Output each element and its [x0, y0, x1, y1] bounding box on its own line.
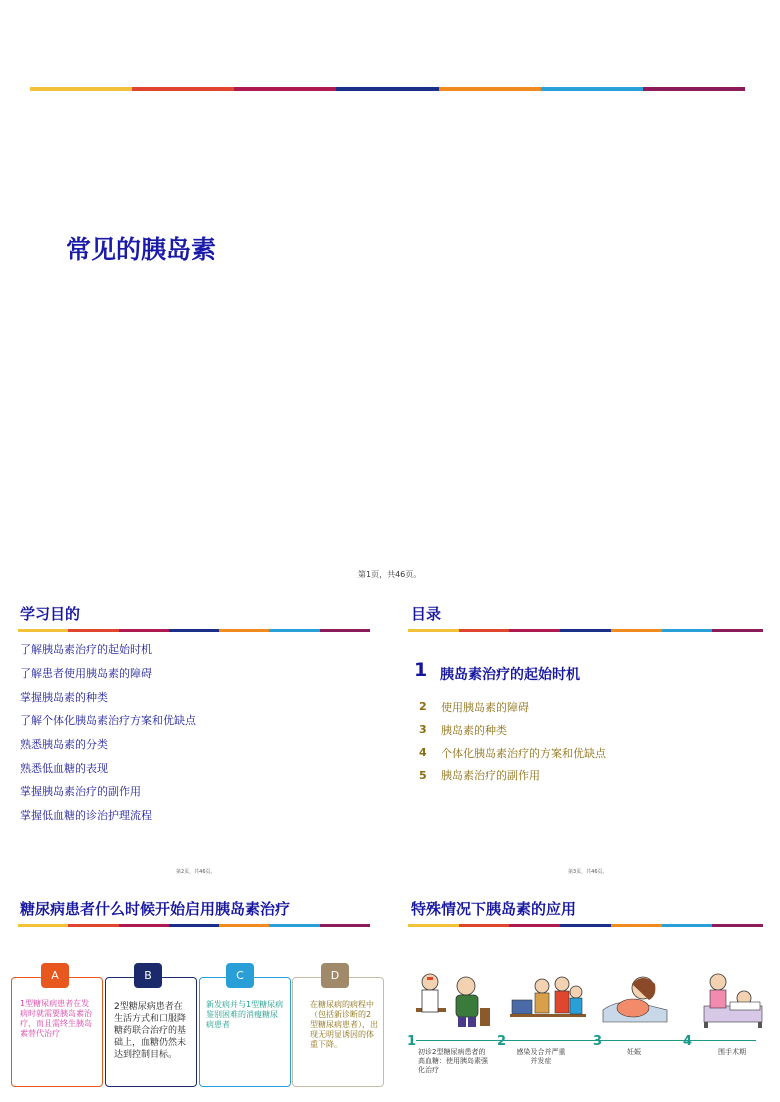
- pregnancy-illustration: [599, 970, 671, 1028]
- objective-item: 了解个体化胰岛素治疗方案和优缺点: [20, 714, 196, 727]
- step-number: 2: [497, 1034, 507, 1049]
- objective-item: 了解患者使用胰岛素的障碍: [20, 667, 152, 680]
- toc-title: 目录: [411, 605, 442, 623]
- objective-item: 了解胰岛素治疗的起始时机: [20, 643, 152, 656]
- card-c: [199, 977, 291, 1087]
- toc-color-bar: [408, 629, 763, 632]
- step-number: 1: [407, 1034, 417, 1049]
- steps-line: [416, 1040, 756, 1041]
- step-text: 围手术期: [718, 1048, 746, 1056]
- card-b-text: 2型糖尿病患者在生活方式和口服降糖药联合治疗的基础上，血糖仍然未达到控制目标。: [114, 1002, 187, 1060]
- toc-main-text: 胰岛素治疗的起始时机: [440, 667, 580, 683]
- top-color-bar: [30, 87, 745, 91]
- slide4-color-bar: [18, 924, 370, 927]
- toc-main-number: 1: [414, 659, 428, 681]
- surgery-illustration: [700, 968, 766, 1030]
- objectives-color-bar: [18, 629, 370, 632]
- doctor-patient-illustration: [414, 968, 494, 1030]
- step-number: 4: [683, 1034, 693, 1049]
- card-c-text: 新发病并与1型糖尿病鉴别困难的消瘦糖尿病患者: [206, 1000, 284, 1029]
- page-title: 常见的胰岛素: [66, 235, 217, 264]
- toc-item: 胰岛素的种类: [441, 724, 507, 737]
- objective-item: 掌握低血糖的诊治护理流程: [20, 809, 152, 822]
- step-text: 初诊2型糖尿病患者的高血糖：使用胰岛素强化治疗: [418, 1048, 488, 1074]
- step-number: 3: [593, 1034, 603, 1049]
- card-d-text: 在糖尿病的病程中（包括新诊断的2型糖尿病患者），出现无明显诱因的体重下降。: [310, 1000, 378, 1049]
- step-text: 感染及合并严重并发症: [516, 1048, 566, 1065]
- objectives-title: 学习目的: [20, 605, 81, 623]
- family-illustration: [508, 972, 588, 1027]
- toc-number: 3: [419, 723, 427, 736]
- objective-item: 掌握胰岛素的种类: [20, 691, 108, 704]
- card-d-tab: D: [321, 963, 349, 988]
- objective-item: 熟悉胰岛素的分类: [20, 738, 108, 751]
- toc-item: 胰岛素治疗的副作用: [441, 769, 540, 782]
- card-a-text: 1型糖尿病患者在发病时就需要胰岛素治疗，而且需终生胰岛素替代治疗: [20, 999, 92, 1038]
- objective-item: 熟悉低血糖的表现: [20, 762, 108, 775]
- toc-item: 个体化胰岛素治疗的方案和优缺点: [441, 747, 606, 760]
- objective-item: 掌握胰岛素治疗的副作用: [20, 785, 141, 798]
- page-counter: 第3页，共46页。: [568, 869, 608, 875]
- toc-number: 5: [419, 769, 427, 782]
- card-b-tab: B: [134, 963, 162, 988]
- card-a-tab: A: [41, 963, 69, 988]
- page-counter: 第1页，共46页。: [358, 570, 422, 579]
- slide5-title: 特殊情况下胰岛素的应用: [411, 900, 577, 918]
- toc-number: 4: [419, 746, 427, 759]
- step-text: 妊娠: [627, 1048, 641, 1056]
- toc-item: 使用胰岛素的障碍: [441, 701, 529, 714]
- slide4-title: 糖尿病患者什么时候开始启用胰岛素治疗: [20, 900, 291, 918]
- page-counter: 第2页，共46页。: [176, 869, 216, 875]
- toc-number: 2: [419, 700, 427, 713]
- slide5-color-bar: [408, 924, 763, 927]
- card-c-tab: C: [226, 963, 254, 988]
